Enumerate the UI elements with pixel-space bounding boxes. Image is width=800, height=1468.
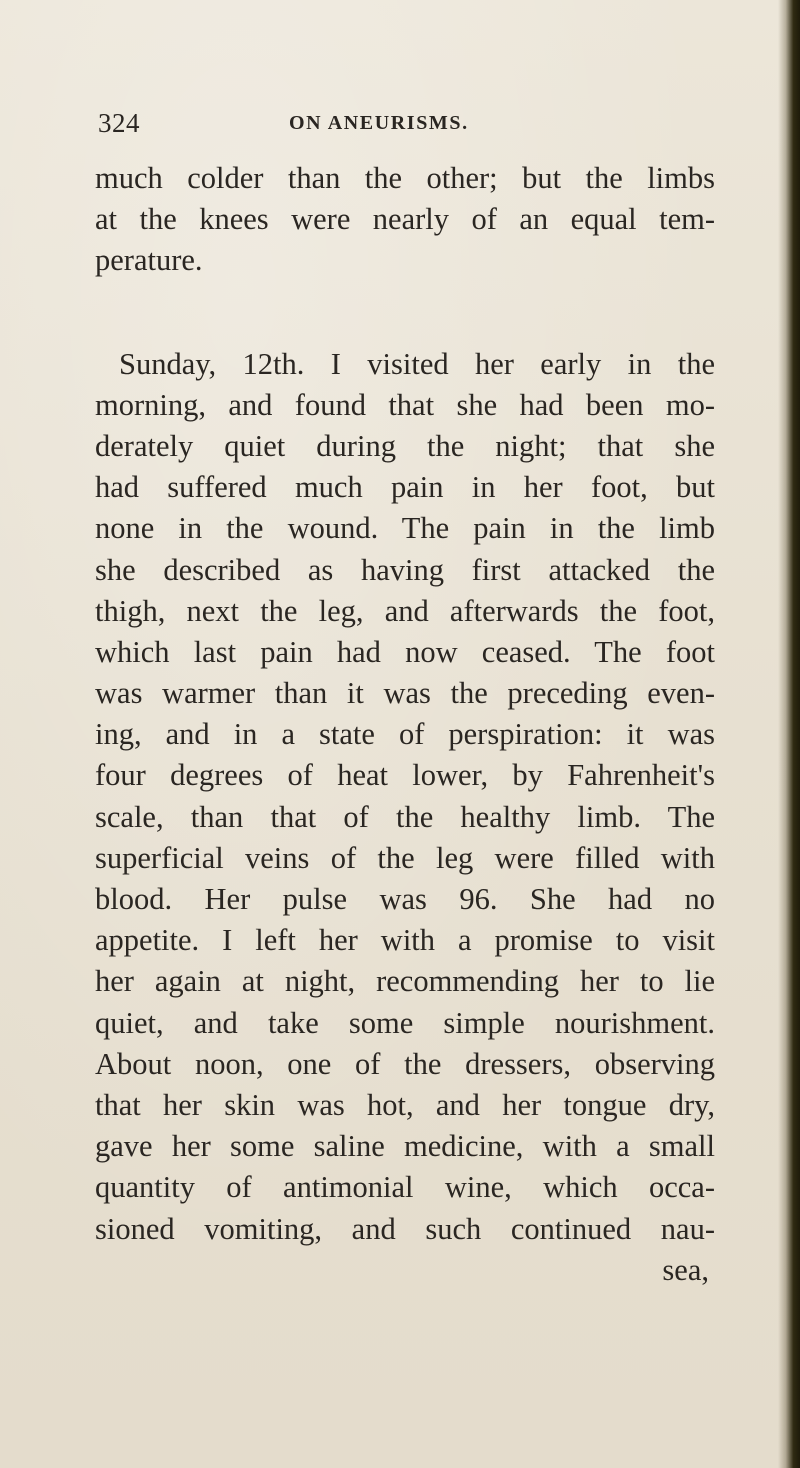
text-line: sioned vomiting, and such continued nau- <box>95 1211 715 1246</box>
text-line: four degrees of heat lower, by Fahrenheit's <box>95 758 715 793</box>
body-text <box>95 158 715 1291</box>
paragraph-gap <box>95 282 715 344</box>
catchword: sea, <box>662 1252 709 1287</box>
text-line: quantity of antimonial wine, which occa- <box>95 1170 715 1205</box>
text-line: her again at night, recommending her to lie <box>95 964 715 999</box>
text-line: morning, and found that she had been mo- <box>95 387 715 422</box>
text-line: quiet, and take some simple nourishment. <box>95 1005 715 1040</box>
text-line: About noon, one of the dressers, observing <box>95 1046 715 1081</box>
text-line: perature. <box>95 243 203 278</box>
text-line: had suffered much pain in her foot, but <box>95 470 715 505</box>
text-line: ing, and in a state of perspiration: it was <box>95 717 715 752</box>
text-line: at the knees were nearly of an equal tem- <box>95 202 715 237</box>
text-line: that her skin was hot, and her tongue dry, <box>95 1087 715 1122</box>
text-line: Sunday, 12th. I visited her early in the <box>119 346 715 381</box>
page-header <box>98 108 698 148</box>
text-line: which last pain had now ceased. The foot <box>95 634 715 669</box>
text-line: she described as having first attacked the <box>95 552 715 587</box>
text-line: thigh, next the leg, and afterwards the foot, <box>95 593 715 628</box>
text-line: gave her some saline medicine, with a small <box>95 1129 715 1164</box>
running-title: ON ANEURISMS. <box>289 112 469 134</box>
text-line: blood. Her pulse was 96. She had no <box>95 882 715 916</box>
page-gutter-shadow <box>778 0 800 1468</box>
text-line: much colder than the other; but the limbs <box>95 161 715 195</box>
text-line: derately quiet during the night; that she <box>95 428 715 463</box>
text-line: scale, than that of the healthy limb. The <box>95 799 715 834</box>
text-line: appetite. I left her with a promise to visit <box>95 923 715 958</box>
text-line: was warmer than it was the preceding even- <box>95 676 715 711</box>
text-line: none in the wound. The pain in the limb <box>95 511 715 546</box>
page-number: 324 <box>98 108 140 138</box>
text-line: superficial veins of the leg were filled with <box>95 840 715 875</box>
